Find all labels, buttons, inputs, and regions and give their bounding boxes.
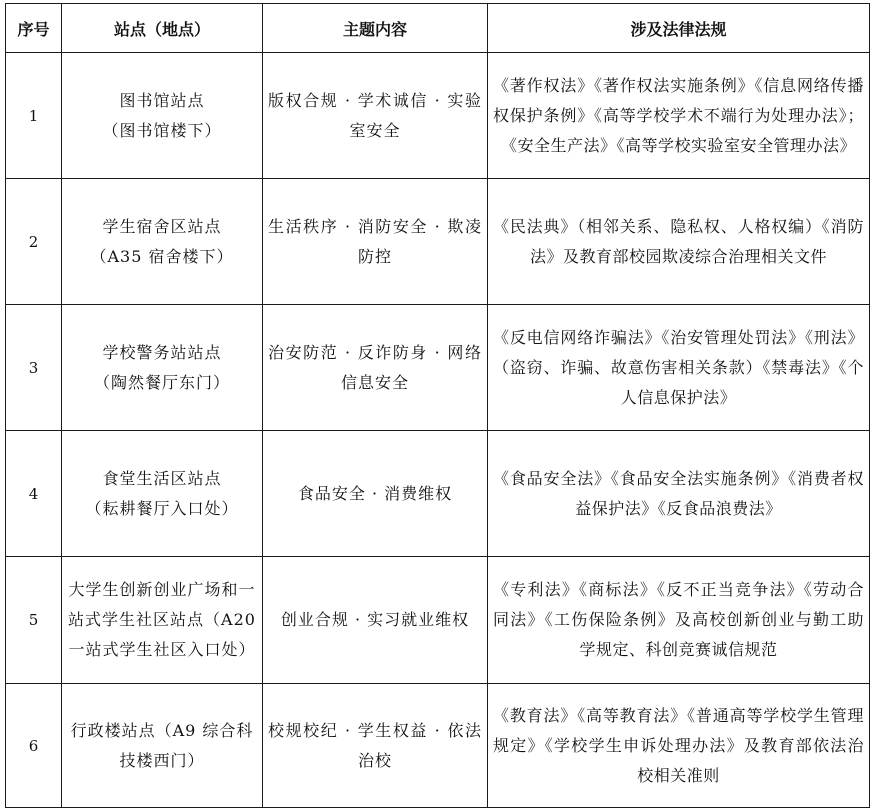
row-number: 6: [6, 684, 62, 808]
law-cell: 《民法典》（相邻关系、隐私权、人格权编）《消防法》及教育部校园欺凌综合治理相关文件: [488, 179, 870, 305]
table-row: [6, 684, 870, 808]
law-cell: 《反电信网络诈骗法》《治安管理处罚法》《刑法》（盗窃、诈骗、故意伤害相关条款）《禁毒法》《个人信息保护法》: [488, 305, 870, 431]
site-cell: [62, 431, 263, 557]
row-number: 5: [6, 557, 62, 684]
header-no: 序号: [6, 4, 62, 53]
site-cell: [62, 179, 263, 305]
row-number: 2: [6, 179, 62, 305]
table-header-row: [6, 4, 870, 53]
header-law: 涉及法律法规: [488, 4, 870, 53]
row-number: 4: [6, 431, 62, 557]
table-row: [6, 305, 870, 431]
site-name: 食堂生活区站点: [102, 468, 222, 488]
site-name: 学校警务站站点: [102, 342, 222, 362]
site-location: （耘耕餐厅入口处）: [85, 498, 239, 518]
site-name: 图书馆站点: [119, 90, 205, 110]
header-site: 站点（地点）: [62, 4, 263, 53]
theme-cell: 食品安全 · 消费维权: [263, 431, 488, 557]
site-location: （图书馆楼下）: [102, 120, 222, 140]
theme-cell: 生活秩序 · 消防安全 · 欺凌防控: [263, 179, 488, 305]
law-cell: 《食品安全法》《食品安全法实施条例》《消费者权益保护法》《反食品浪费法》: [488, 431, 870, 557]
row-number: 1: [6, 53, 62, 179]
table-row: [6, 557, 870, 684]
law-cell: 《教育法》《高等教育法》《普通高等学校学生管理规定》《学校学生申诉处理办法》及教育部依法治校相关准则: [488, 684, 870, 808]
theme-cell: 创业合规 · 实习就业维权: [263, 557, 488, 684]
site-cell: 行政楼站点（A9 综合科技楼西门）: [62, 684, 263, 808]
site-location: （A35 宿舍楼下）: [90, 246, 234, 266]
site-location: （陶然餐厅东门）: [93, 372, 230, 392]
theme-cell: 治安防范 · 反诈防身 · 网络信息安全: [263, 305, 488, 431]
theme-cell: 校规校纪 · 学生权益 · 依法治校: [263, 684, 488, 808]
law-cell: 《著作权法》《著作权法实施条例》《信息网络传播权保护条例》《高等学校学术不端行为处理办法》；《安全生产法》《高等学校实验室安全管理办法》: [488, 53, 870, 179]
law-topics-table: [5, 3, 870, 808]
site-cell: [62, 305, 263, 431]
table-row: [6, 431, 870, 557]
site-cell: [62, 53, 263, 179]
table-row: [6, 179, 870, 305]
site-name: 学生宿舍区站点: [102, 216, 222, 236]
site-cell: 大学生创新创业广场和一站式学生社区站点（A20 一站式学生社区入口处）: [62, 557, 263, 684]
row-number: 3: [6, 305, 62, 431]
law-cell: 《专利法》《商标法》《反不正当竞争法》《劳动合同法》《工伤保险条例》及高校创新创业与勤工助学规定、科创竞赛诚信规范: [488, 557, 870, 684]
header-theme: 主题内容: [263, 4, 488, 53]
theme-cell: 版权合规 · 学术诚信 · 实验室安全: [263, 53, 488, 179]
table-row: [6, 53, 870, 179]
